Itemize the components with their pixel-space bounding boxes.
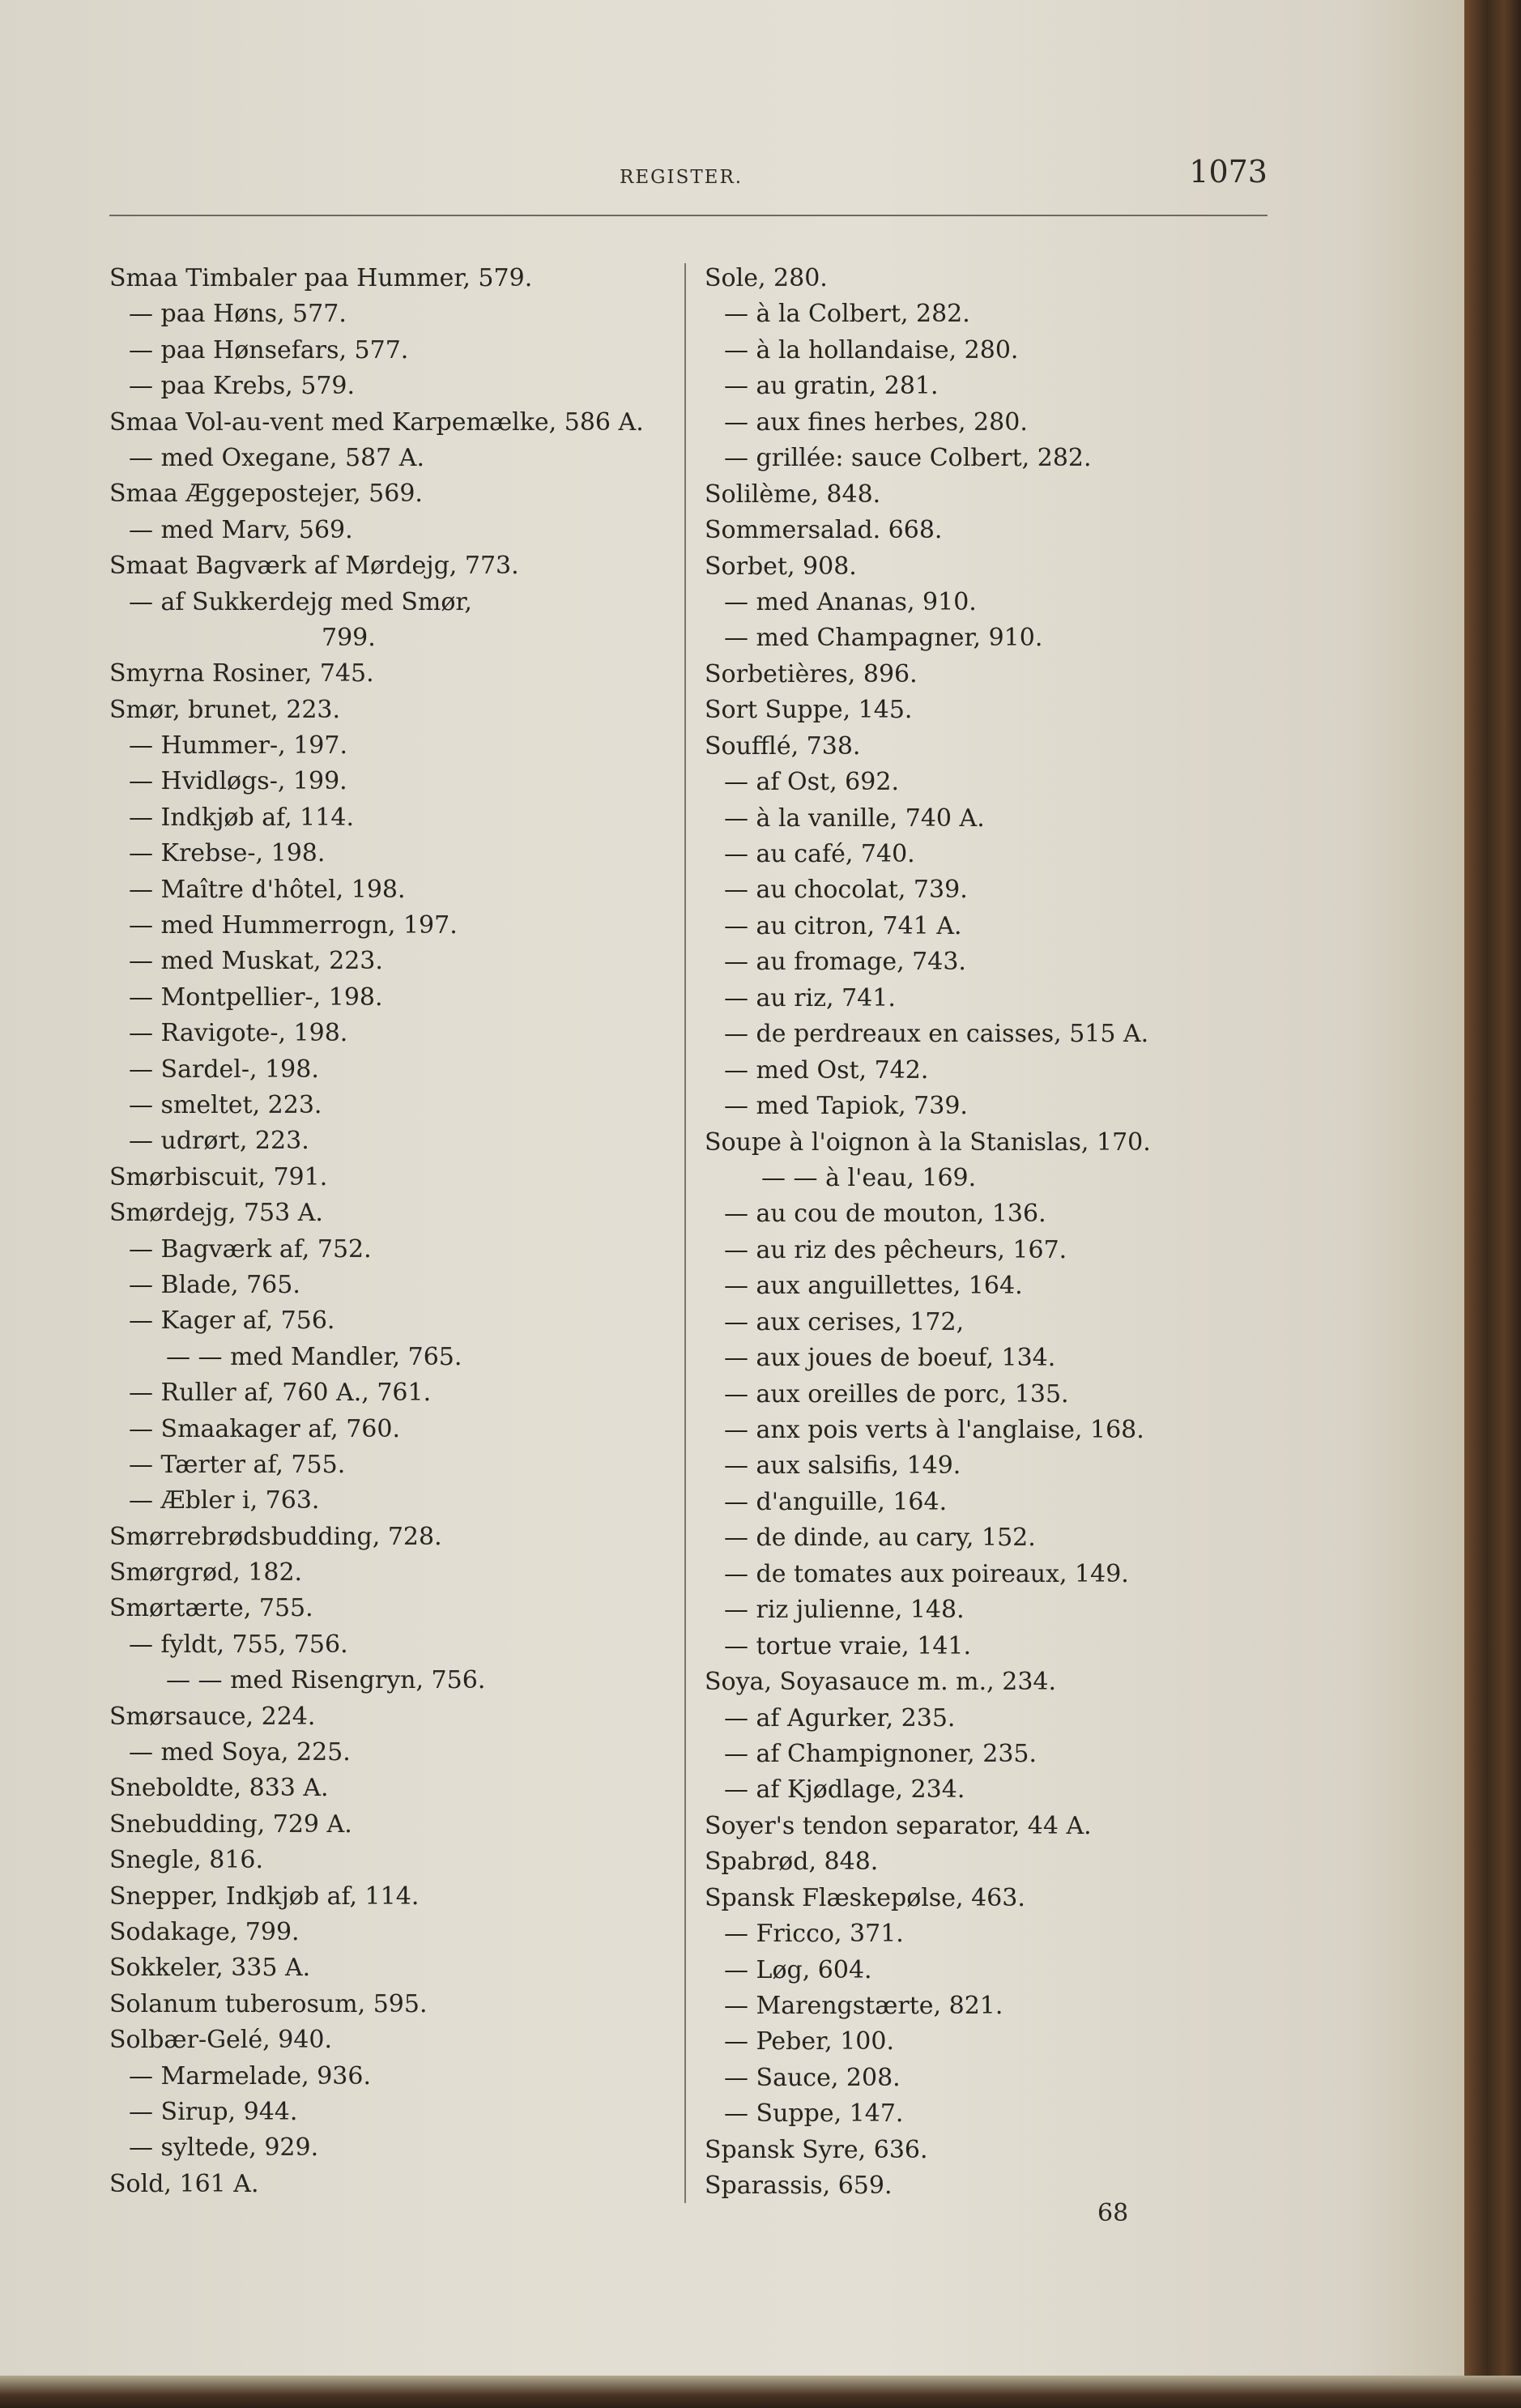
index-entry: — au cou de mouton, 136.: [724, 1200, 1046, 1229]
index-entry: — tortue vraie, 141.: [724, 1631, 972, 1660]
index-entry: — au citron, 741 A.: [724, 911, 962, 940]
index-list-right: [705, 261, 1272, 2205]
index-entry: Sommersalad. 668.: [705, 516, 943, 545]
index-entry: — paa Krebs, 579.: [129, 372, 356, 401]
index-entry: — — med Mandler, 765.: [166, 1342, 462, 1371]
index-entry: — Krebse-, 198.: [129, 839, 326, 868]
column-divider: [684, 263, 686, 2203]
page-number: 1073: [1189, 154, 1268, 190]
index-entry: — aux salsifis, 149.: [724, 1451, 961, 1481]
index-entry: — aux joues de boeuf, 134.: [724, 1344, 1056, 1373]
book-binding-edge: [1464, 0, 1521, 2408]
index-entry: — de dinde, au cary, 152.: [724, 1524, 1036, 1553]
index-entry: — Sardel-, 198.: [129, 1055, 319, 1084]
index-entry: Spansk Syre, 636.: [705, 2135, 928, 2164]
index-column-right: [705, 261, 1272, 2205]
index-entry: — au chocolat, 739.: [724, 876, 968, 905]
index-entry: — med Champagner, 910.: [724, 624, 1043, 653]
index-entry: — Maître d'hôtel, 198.: [129, 875, 406, 904]
index-entry: — Smaakager af, 760.: [129, 1414, 400, 1443]
index-entry: — med Soya, 225.: [129, 1738, 351, 1767]
index-entry: Soya, Soyasauce m. m., 234.: [705, 1668, 1057, 1697]
index-entry: Smørgrød, 182.: [109, 1558, 303, 1588]
index-entry: — udrørt, 223.: [129, 1127, 309, 1156]
index-entry: — Æbler i, 763.: [129, 1486, 320, 1515]
index-entry: — Løg, 604.: [724, 1955, 872, 1984]
index-entry: — Kager af, 756.: [129, 1306, 335, 1336]
index-entry: Sole, 280.: [705, 264, 828, 292]
index-entry: — med Ost, 742.: [724, 1055, 929, 1085]
index-entry: — med Ananas, 910.: [724, 587, 977, 616]
index-entry: — Hvidløgs-, 199.: [129, 767, 347, 796]
index-entry: Smyrna Rosiner, 745.: [109, 659, 374, 688]
index-column-left: [109, 261, 684, 2202]
index-entry: — med Tapiok, 739.: [724, 1092, 968, 1121]
index-entry: — med Marv, 569.: [129, 515, 353, 544]
index-entry: Sodakage, 799.: [109, 1917, 300, 1946]
index-entry: Spabrød, 848.: [705, 1848, 879, 1877]
index-entry: — Hummer-, 197.: [129, 731, 348, 761]
index-list-left: [109, 261, 684, 2202]
index-entry: Sort Suppe, 145.: [705, 696, 913, 725]
index-entry: — af Champignoner, 235.: [724, 1739, 1037, 1768]
index-entry: — Sauce, 208.: [724, 2063, 901, 2092]
index-entry: — riz julienne, 148.: [724, 1596, 965, 1625]
index-entry: Snebudding, 729 A.: [109, 1809, 352, 1839]
index-entry: Spansk Flæskepølse, 463.: [705, 1883, 1025, 1912]
index-entry: — aux fines herbes, 280.: [724, 407, 1028, 437]
index-entry: — Montpellier-, 198.: [129, 982, 383, 1012]
index-entry: Solbær-Gelé, 940.: [109, 2026, 333, 2055]
index-entry: — — à l'eau, 169.: [761, 1163, 977, 1192]
page-header: [109, 154, 1268, 202]
index-entry: — aux oreilles de porc, 135.: [724, 1379, 1069, 1409]
index-entry: — paa Høns, 577.: [129, 300, 347, 329]
index-entry: Soyer's tendon separator, 44 A.: [705, 1811, 1092, 1840]
index-entry: Smørbiscuit, 791.: [109, 1162, 328, 1191]
index-entry: — Marmelade, 936.: [129, 2061, 371, 2090]
index-entry: — Tærter af, 755.: [129, 1450, 346, 1479]
index-entry: — de tomates aux poireaux, 149.: [724, 1559, 1129, 1588]
index-entry: — Peber, 100.: [724, 2027, 894, 2056]
index-entry: Soupe à l'oignon à la Stanislas, 170.: [705, 1127, 1151, 1157]
index-entry: — smeltet, 223.: [129, 1090, 322, 1119]
index-entry: Sneboldte, 833 A.: [109, 1774, 329, 1803]
signature-mark: 68: [1097, 2199, 1129, 2227]
index-entry: — au gratin, 281.: [724, 372, 939, 401]
index-entry: Sorbetières, 896.: [705, 659, 918, 688]
index-entry: Smaa Æggepostejer, 569.: [109, 479, 423, 509]
index-entry: Solanum tuberosum, 595.: [109, 1989, 428, 2018]
index-entry: Snepper, Indkjøb af, 114.: [109, 1882, 420, 1911]
index-entry: 799.: [322, 623, 376, 652]
index-entry: — syltede, 929.: [129, 2133, 319, 2163]
index-entry: — Marengstærte, 821.: [724, 1992, 1003, 2020]
index-entry: — anx pois verts à l'anglaise, 168.: [724, 1416, 1144, 1444]
index-entry: — au fromage, 743.: [724, 948, 966, 977]
index-entry: — Sirup, 944.: [129, 2097, 298, 2126]
index-entry: — au riz des pêcheurs, 167.: [724, 1235, 1067, 1264]
index-entry: — paa Hønsefars, 577.: [129, 335, 409, 364]
index-entry: Smørtærte, 755.: [109, 1594, 313, 1623]
index-entry: — d'anguille, 164.: [724, 1487, 948, 1516]
running-title: REGISTER.: [620, 167, 743, 188]
index-entry: — af Kjødlage, 234.: [724, 1775, 965, 1805]
index-entry: — Ruller af, 760 A., 761.: [129, 1379, 432, 1408]
index-entry: Smør, brunet, 223.: [109, 695, 341, 724]
index-entry: — af Sukkerdejg med Smør,: [129, 587, 472, 616]
index-entry: — med Muskat, 223.: [129, 947, 383, 976]
index-entry: Sorbet, 908.: [705, 552, 857, 581]
index-entry: Soufflé, 738.: [705, 731, 861, 761]
index-entry: — à la vanille, 740 A.: [724, 803, 985, 833]
index-entry: — Suppe, 147.: [724, 2099, 904, 2129]
index-entry: — fyldt, 755, 756.: [129, 1630, 348, 1659]
index-entry: Smørdejg, 753 A.: [109, 1199, 323, 1228]
index-entry: — grillée: sauce Colbert, 282.: [724, 444, 1092, 473]
index-entry: Smaa Vol-au-vent med Karpemælke, 586 A.: [109, 407, 644, 437]
index-entry: — Indkjøb af, 114.: [129, 803, 354, 832]
index-entry: — Fricco, 371.: [724, 1920, 904, 1949]
index-entry: Smaat Bagværk af Mørdejg, 773.: [109, 552, 519, 581]
index-entry: — au riz, 741.: [724, 983, 896, 1012]
index-entry: — Blade, 765.: [129, 1270, 300, 1299]
index-entry: — au café, 740.: [724, 840, 915, 868]
index-entry: — aux cerises, 172,: [724, 1307, 965, 1336]
index-entry: — de perdreaux en caisses, 515 A.: [724, 1020, 1149, 1049]
index-entry: — à la Colbert, 282.: [724, 300, 970, 329]
index-entry: — à la hollandaise, 280.: [724, 335, 1019, 364]
index-entry: — af Agurker, 235.: [724, 1703, 956, 1732]
index-entry: — af Ost, 692.: [724, 768, 899, 797]
index-entry: — med Oxegane, 587 A.: [129, 443, 424, 472]
index-entry: — Ravigote-, 198.: [129, 1019, 348, 1048]
index-entry: Sold, 161 A.: [109, 2169, 259, 2198]
index-entry: — med Hummerrogn, 197.: [129, 911, 458, 940]
index-entry: Sparassis, 659.: [705, 2171, 893, 2201]
index-entry: Smørrebrødsbudding, 728.: [109, 1522, 442, 1551]
index-entry: Sokkeler, 335 A.: [109, 1954, 311, 1983]
index-entry: Solilème, 848.: [705, 479, 881, 509]
index-entry: Smaa Timbaler paa Hummer, 579.: [109, 264, 533, 292]
index-entry: — Bagværk af, 752.: [129, 1234, 372, 1264]
page-bottom-edge: [0, 2376, 1521, 2408]
index-entry: Snegle, 816.: [109, 1846, 264, 1875]
header-rule: [109, 215, 1268, 216]
index-entry: — aux anguillettes, 164.: [724, 1272, 1023, 1301]
index-entry: — — med Risengryn, 756.: [166, 1666, 486, 1695]
index-entry: Smørsauce, 224.: [109, 1702, 316, 1731]
